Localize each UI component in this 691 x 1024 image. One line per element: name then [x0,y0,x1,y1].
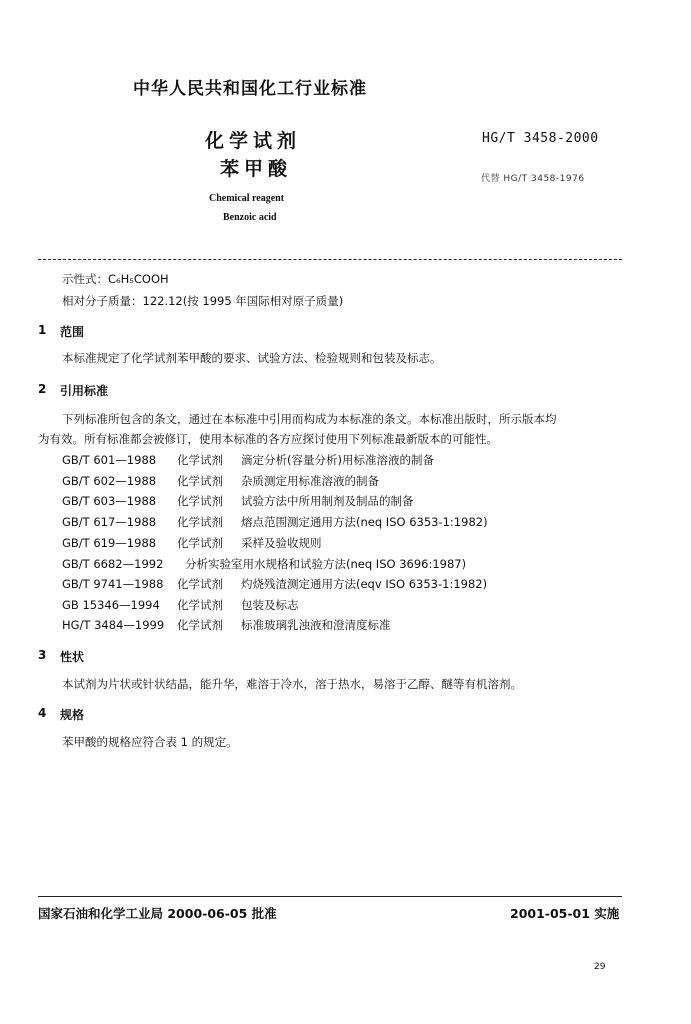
section-text-references-line2: 为有效。所有标准都会被修订，使用本标准的各方应探讨使用下列标准最新版本的可能性。 [38,432,498,446]
reference-title: 杂质测定用标准溶液的制备 [241,474,379,488]
section-text-scope: 本标准规定了化学试剂苯甲酸的要求、试验方法、检验规则和包装及标志。 [62,351,442,365]
formula-text: 示性式：C₆H₅COOH [62,272,169,286]
section-heading-scope: 范围 [60,325,85,339]
footer-divider [38,896,622,897]
section-heading-references: 引用标准 [60,384,109,398]
english-title-line2: Benzoic acid [223,212,277,223]
page-number: 29 [594,962,606,972]
reference-title: 熔点范围测定通用方法(neq ISO 6353-1:1982) [241,515,488,529]
reference-category: 化学试剂 [177,536,223,550]
reference-code: GB/T 9741—1988 [62,577,164,591]
section-number: 3 [38,648,47,662]
reference-code: GB/T 602—1988 [62,474,157,488]
standard-title-line2: 苯甲酸 [220,158,293,180]
replaces-standard: 代替 HG/T 3458-1976 [481,174,585,184]
reference-item [62,493,414,509]
reference-code: GB/T 617—1988 [62,515,157,529]
reference-item [62,473,379,489]
header-divider [38,259,622,260]
reference-item [62,597,299,613]
section-heading-specification: 规格 [60,708,85,722]
reference-code: GB/T 6682—1992 [62,557,164,571]
reference-category: 化学试剂 [177,515,223,529]
section-text-properties: 本试剂为片状或针状结晶，能升华，难溶于冷水，溶于热水，易溶于乙醇、醚等有机溶剂。 [62,677,522,691]
reference-category: 化学试剂 [177,598,223,612]
standard-number: HG/T 3458-2000 [482,131,599,146]
reference-title: 采样及验收规则 [241,536,322,550]
reference-category: 化学试剂 [177,618,223,632]
reference-title: 灼烧残渣测定通用方法(eqv ISO 6353-1:1982) [241,577,488,591]
section-heading-properties: 性状 [60,650,85,664]
reference-category: 化学试剂 [177,494,223,508]
reference-code: GB/T 619—1988 [62,536,157,550]
issuer-title: 中华人民共和国化工行业标准 [133,79,367,99]
reference-title: 包装及标志 [241,598,299,612]
section-text-references-line1: 下列标准所包含的条文，通过在本标准中引用而构成为本标准的条文。本标准出版时，所示版本均 [62,412,557,426]
reference-title: 试验方法中所用制剂及制品的制备 [241,494,414,508]
section-number: 1 [38,323,47,337]
reference-category: 化学试剂 [177,474,223,488]
english-title-line1: Chemical reagent [209,193,285,204]
reference-title: 分析实验室用水规格和试验方法(neq ISO 3696:1987) [185,557,467,571]
reference-code: GB/T 603—1988 [62,494,157,508]
reference-item [62,617,391,633]
approval-text: 国家石油和化学工业局 2000-06-05 批准 [38,906,277,921]
reference-category: 化学试剂 [177,577,223,591]
reference-category: 化学试剂 [177,453,223,467]
reference-code: GB 15346—1994 [62,598,160,612]
reference-item [62,535,322,551]
reference-item [62,514,488,530]
reference-code: HG/T 3484—1999 [62,618,165,632]
reference-title: 标准玻璃乳浊液和澄清度标准 [241,618,391,632]
section-text-specification: 苯甲酸的规格应符合表 1 的规定。 [62,735,238,749]
molar-mass-text: 相对分子质量：122.12(按 1995 年国际相对原子质量) [62,294,344,308]
reference-item [62,452,434,468]
reference-item [62,576,487,592]
reference-item [62,556,466,572]
section-number: 4 [38,706,47,720]
section-number: 2 [38,382,47,396]
standard-title-line1: 化学试剂 [205,130,302,152]
reference-title: 滴定分析(容量分析)用标准溶液的制备 [241,453,434,467]
reference-code: GB/T 601—1988 [62,453,157,467]
implementation-text: 2001-05-01 实施 [510,906,620,921]
